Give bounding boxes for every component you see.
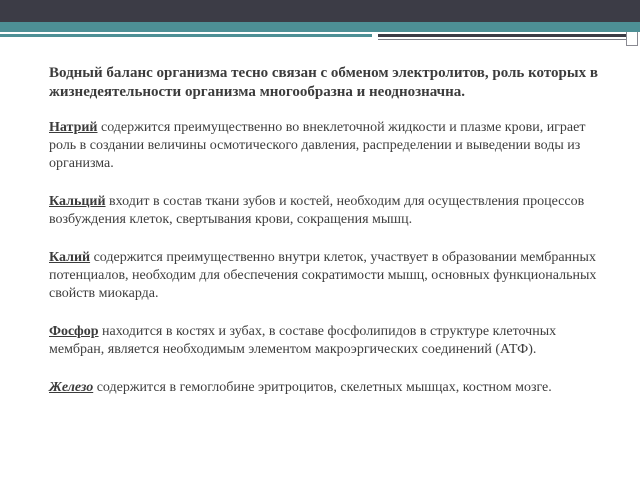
paragraph-sodium xyxy=(49,119,609,173)
header-line-right-thin xyxy=(378,39,626,40)
paragraph-calcium xyxy=(49,193,609,229)
description-iron: содержится в гемоглобине эритроцитов, скелетных мышцах, костном мозге. xyxy=(93,380,552,395)
paragraph-phosphorus xyxy=(49,323,609,359)
description-sodium: содержится преимущественно во внеклеточной жидкости и плазме крови, играет роль в создании величины осмотического давления, распределении и выведении воды из организма. xyxy=(49,120,586,171)
header-line-right xyxy=(378,34,626,37)
header-corner-box xyxy=(626,32,638,46)
header-line-left xyxy=(0,34,372,37)
paragraph-iron xyxy=(49,379,609,397)
term-phosphorus: Фосфор xyxy=(49,324,99,339)
description-potassium: содержится преимущественно внутри клеток, участвует в образовании мембранных потенциалов, необходим для обеспечения сократимости мышц, основных функциональных свойств миокарда. xyxy=(49,250,597,301)
slide-heading: Водный баланс организма тесно связан с обменом электролитов, роль которых в жизнедеятельности организма многообразна и неоднозначна. xyxy=(49,65,598,100)
header-dark-bar xyxy=(0,0,640,22)
header-teal-band xyxy=(0,22,640,32)
term-calcium: Кальций xyxy=(49,194,106,209)
term-potassium: Калий xyxy=(49,250,91,265)
paragraph-potassium xyxy=(49,249,609,303)
term-sodium: Натрий xyxy=(49,120,98,135)
description-phosphorus: находится в костях и зубах, в составе фосфолипидов в структуре клеточных мембран, является необходимым элементом макроэргических соединений (АТФ). xyxy=(49,324,557,357)
slide-content xyxy=(49,64,609,397)
term-iron: Железо xyxy=(49,380,94,395)
description-calcium: входит в состав ткани зубов и костей, необходим для осуществления процессов возбуждения клеток, свертывания крови, сокращения мышц. xyxy=(49,194,585,227)
